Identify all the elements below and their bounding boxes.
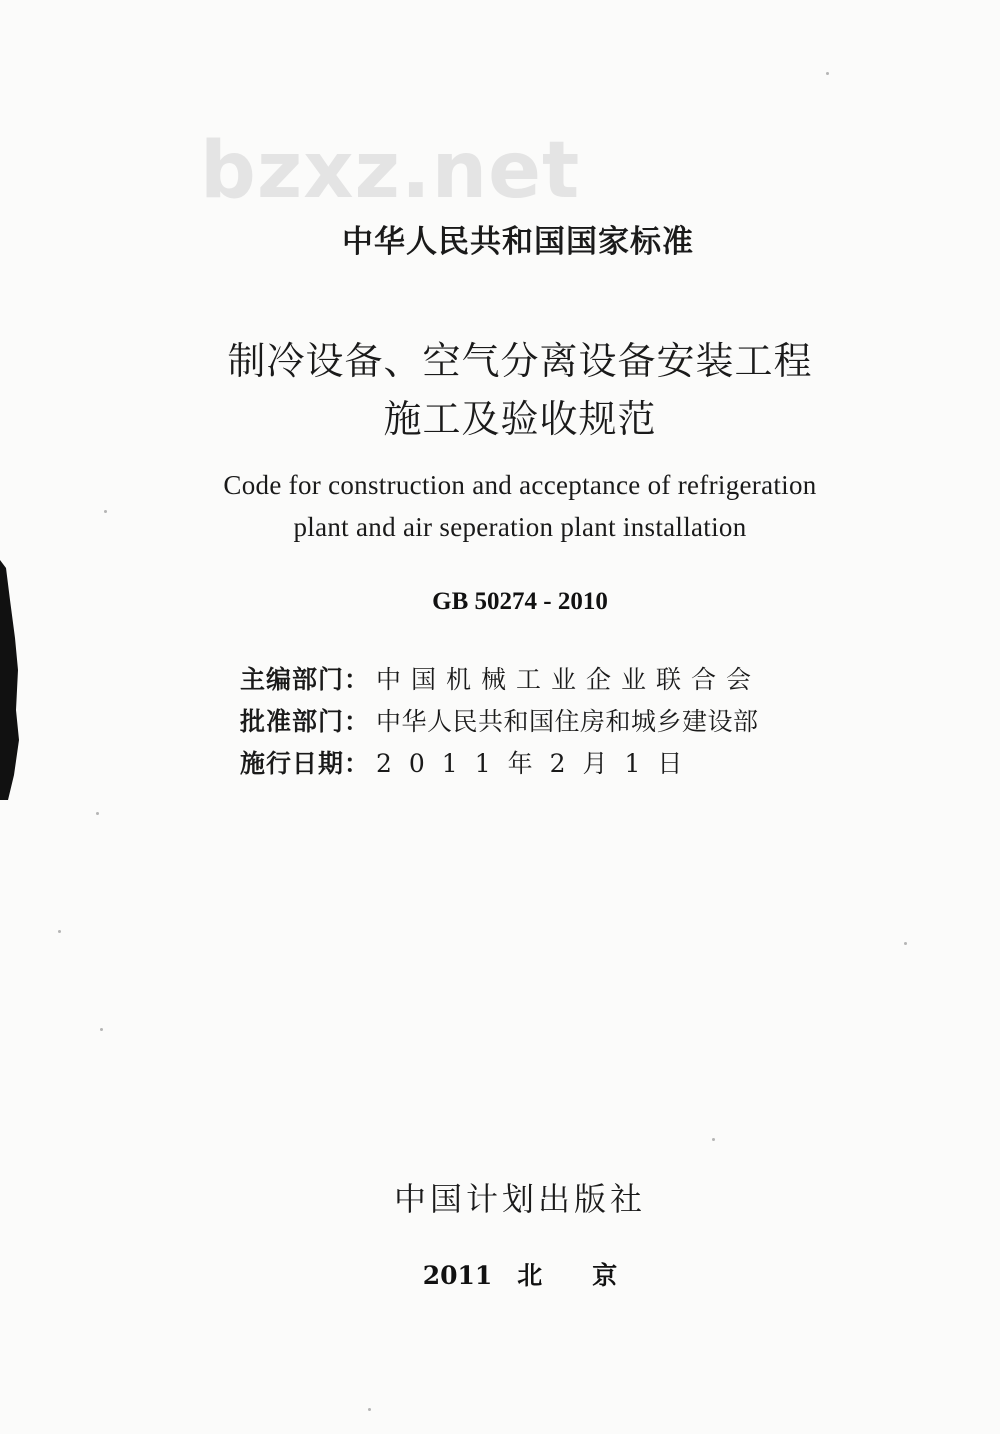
effective-date-row — [240, 744, 800, 780]
title-english-line-2: plant and air seperation plant installation — [293, 512, 747, 542]
scan-speck — [96, 812, 99, 815]
editor-row — [240, 660, 800, 696]
title-english-line-1: Code for construction and acceptance of refrigeration — [223, 470, 817, 500]
title-chinese-line-1: 制冷设备、空气分离设备安装工程 — [227, 339, 813, 383]
approver-label: 批准部门： — [240, 707, 371, 736]
scan-speck — [904, 942, 907, 945]
publisher: 中国计划出版社 — [393, 1180, 646, 1218]
approver-value: 中华人民共和国住房和城乡建设部 — [376, 707, 759, 736]
scan-speck — [100, 1028, 103, 1031]
effective-date-value: 2011年2月1日 — [376, 749, 700, 778]
watermark: bzxz.net — [200, 126, 581, 216]
publication-year-place: 2011 北 京 — [422, 1261, 618, 1290]
approver-row — [240, 702, 800, 738]
scan-speck — [368, 1408, 371, 1411]
scan-speck — [712, 1138, 715, 1141]
scan-speck — [826, 72, 829, 75]
editor-label: 主编部门： — [240, 665, 371, 694]
scan-speck — [58, 930, 61, 933]
standard-number: GB 50274 - 2010 — [432, 588, 608, 615]
title-chinese-line-2: 施工及验收规范 — [383, 397, 657, 441]
editor-value: 中国机械工业企业联合会 — [376, 665, 762, 694]
effective-date-label: 施行日期： — [240, 749, 371, 778]
standard-classification: 中华人民共和国国家标准 — [342, 224, 694, 260]
